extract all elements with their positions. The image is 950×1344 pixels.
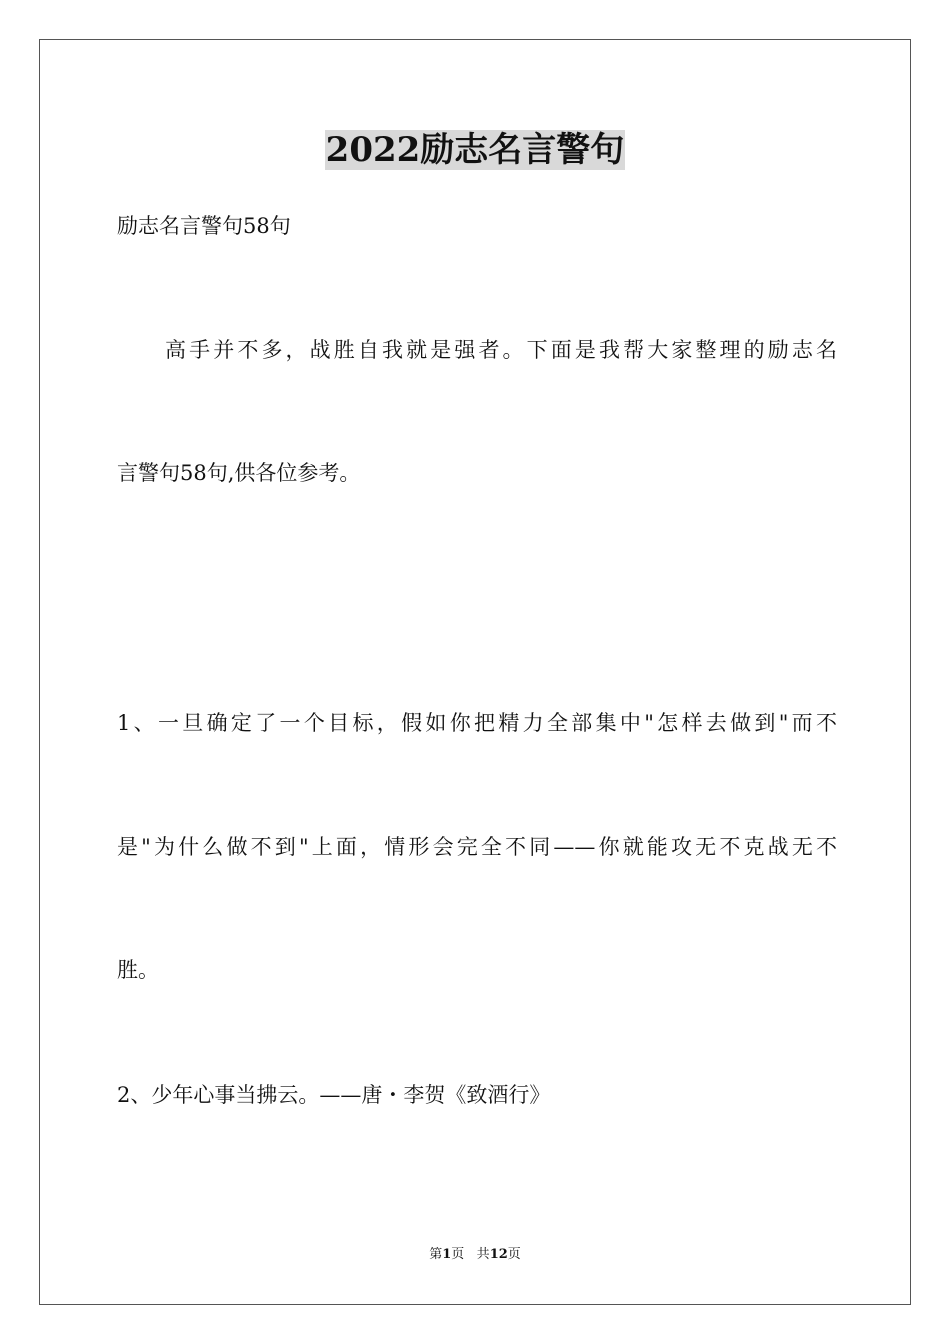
quote-1-line-1: 1、一旦确定了一个目标，假如你把精力全部集中"怎样去做到"而不	[117, 711, 837, 735]
document-title	[0, 128, 950, 172]
footer-page-number: 1	[442, 1247, 452, 1262]
page-footer	[0, 1246, 950, 1264]
document-subtitle: 励志名言警句58句	[117, 214, 291, 238]
intro-paragraph-line-2: 言警句58句,供各位参考。	[117, 461, 361, 485]
footer-total-pages: 12	[489, 1247, 508, 1262]
footer-total-suffix: 页	[507, 1247, 521, 1262]
footer-total-prefix: 共	[476, 1247, 490, 1262]
intro-paragraph-line-1: 高手并不多，战胜自我就是强者。下面是我帮大家整理的励志名	[165, 338, 837, 362]
document-title-text: 2022励志名言警句	[325, 130, 625, 170]
quote-1-line-3: 胜。	[117, 958, 159, 982]
footer-page-prefix: 第	[429, 1247, 443, 1262]
footer-page-suffix: 页	[451, 1247, 465, 1262]
quote-2-line-1: 2、少年心事当拂云。——唐・李贺《致酒行》	[117, 1083, 551, 1107]
quote-1-line-2: 是"为什么做不到"上面，情形会完全不同——你就能攻无不克战无不	[117, 835, 837, 859]
